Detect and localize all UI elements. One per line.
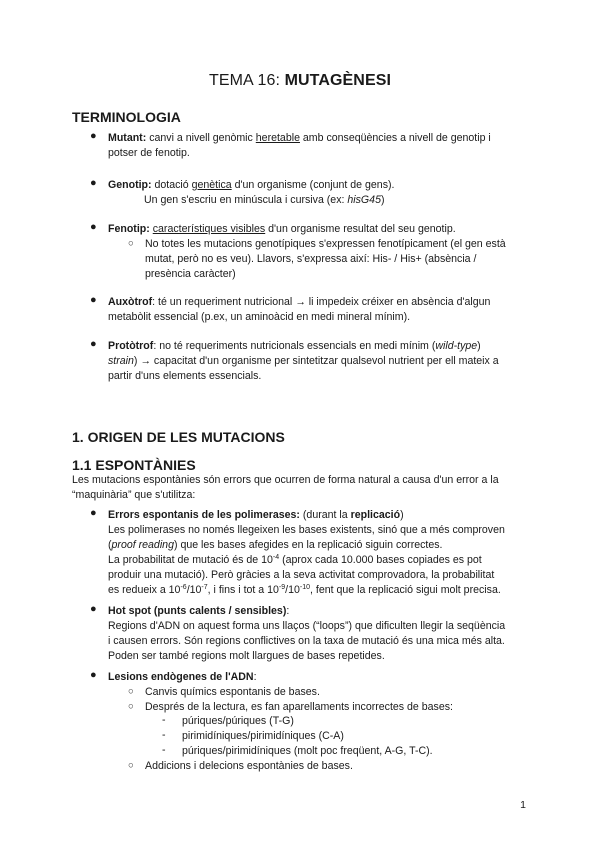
lesions-item: Lesions endògenes de l'ADN: [108,671,257,683]
section-1-heading: 1. ORIGEN DE LES MUTACIONS [72,429,285,445]
auxotrof-item: Auxòtrof: té un requeriment nutricional → li impedeix créixer en absència d'algun metabòlit essencial (p.ex, un aminoàcid en medi mineral mínim). [108,296,491,323]
errors-item: Errors espontanis de les polimerases: (durant la replicació) Les polimerases no només llegeixen les bases existents, sinó que a més comproven (proof reading) que les bases afegides en la replicació siguin correctes. La probabilitat de mutació és de $10^{-4}$ (aprox cada 10.000 bases copiades es pot produir una mutació). Però gràcies a la seva activitat comprovadora, la probabilitat es redueix a $10^{-6}/10^{-7}$, i fins i tot a $10^{-9}/10^{-10}$, fent que la replicació sigui molt precisa. [108,509,505,596]
bullet-icon: ● [90,177,97,189]
lesions-subitem: Canvis químics espontanis de bases. [145,686,320,698]
lesions-subsubitem: pirimidíniques/pirimidíniques (C-A) [182,730,344,742]
lesions-subsubitem: púriques/pirimidíniques (molt poc freqüent, A-G, T-C). [182,745,433,757]
circle-bullet-icon: ○ [128,701,134,712]
bullet-icon: ● [90,221,97,233]
bullet-icon: ● [90,603,97,615]
prototrof-item: Protòtrof: no té requeriments nutricionals essencials en medi mínim (wild-type) [108,340,481,352]
lesions-subsubitem: púriques/púriques (T-G) [182,715,294,727]
hotspot-item: Hot spot (punts calents / sensibles): Regions d'ADN on aquest forma uns llaços (“loops”) que dificulten llegir la seqüència i causen errors. Són regions conflictives on la taxa de mutació és una mica més alta. Poden ser també regions molt llargues de bases repetides. [108,605,506,662]
section-1-1-heading: 1.1 ESPONTÀNIES [72,457,196,473]
terminology-heading: TERMINOLOGIA [72,109,181,125]
lesions-subitem: Després de la lectura, es fan aparellaments incorrectes de bases: [145,701,453,713]
page-number: 1 [520,799,526,811]
dash-bullet-icon: - [162,729,166,741]
circle-bullet-icon: ○ [128,760,134,771]
dash-bullet-icon: - [162,744,166,756]
bullet-icon: ● [90,507,97,519]
prototrof-item-cont: strain) → capacitat d'un organisme per sintetitzar qualsevol nutrient per ell mateix a partir d'uns elements essencials. [108,354,499,382]
bullet-icon: ● [90,130,97,142]
mutant-item: Mutant: canvi a nivell genòmic heretable amb conseqüències a nivell de genotip i potser de fenotip. [108,132,491,159]
page-title: TEMA 16: MUTAGÈNESI [208,72,392,89]
genotip-item: Genotip: dotació genètica d'un organisme (conjunt de gens). Un gen s'escriu en minúscula i cursiva (ex: hisG45) [108,179,395,206]
lesions-subitem: Addicions i delecions espontànies de bases. [145,760,353,772]
fenotip-item: Fenotip: característiques visibles d'un organisme resultat del seu genotip. [108,223,456,235]
bullet-icon: ● [90,294,97,306]
bullet-icon: ● [90,338,97,350]
circle-bullet-icon: ○ [128,686,134,697]
circle-bullet-icon: ○ [128,238,134,249]
dash-bullet-icon: - [162,714,166,726]
fenotip-subitem: No totes les mutacions genotípiques s'expressen fenotípicament (el gen està mutat, però no es veu). Llavors, s'expressa així: His- / His+ (absència / presència caràcter) [145,238,506,280]
bullet-icon: ● [90,669,97,681]
section-1-1-intro: Les mutacions espontànies són errors que ocurren de forma natural a causa d'un error a la “maquinària” que s'utilitza: [72,474,499,501]
